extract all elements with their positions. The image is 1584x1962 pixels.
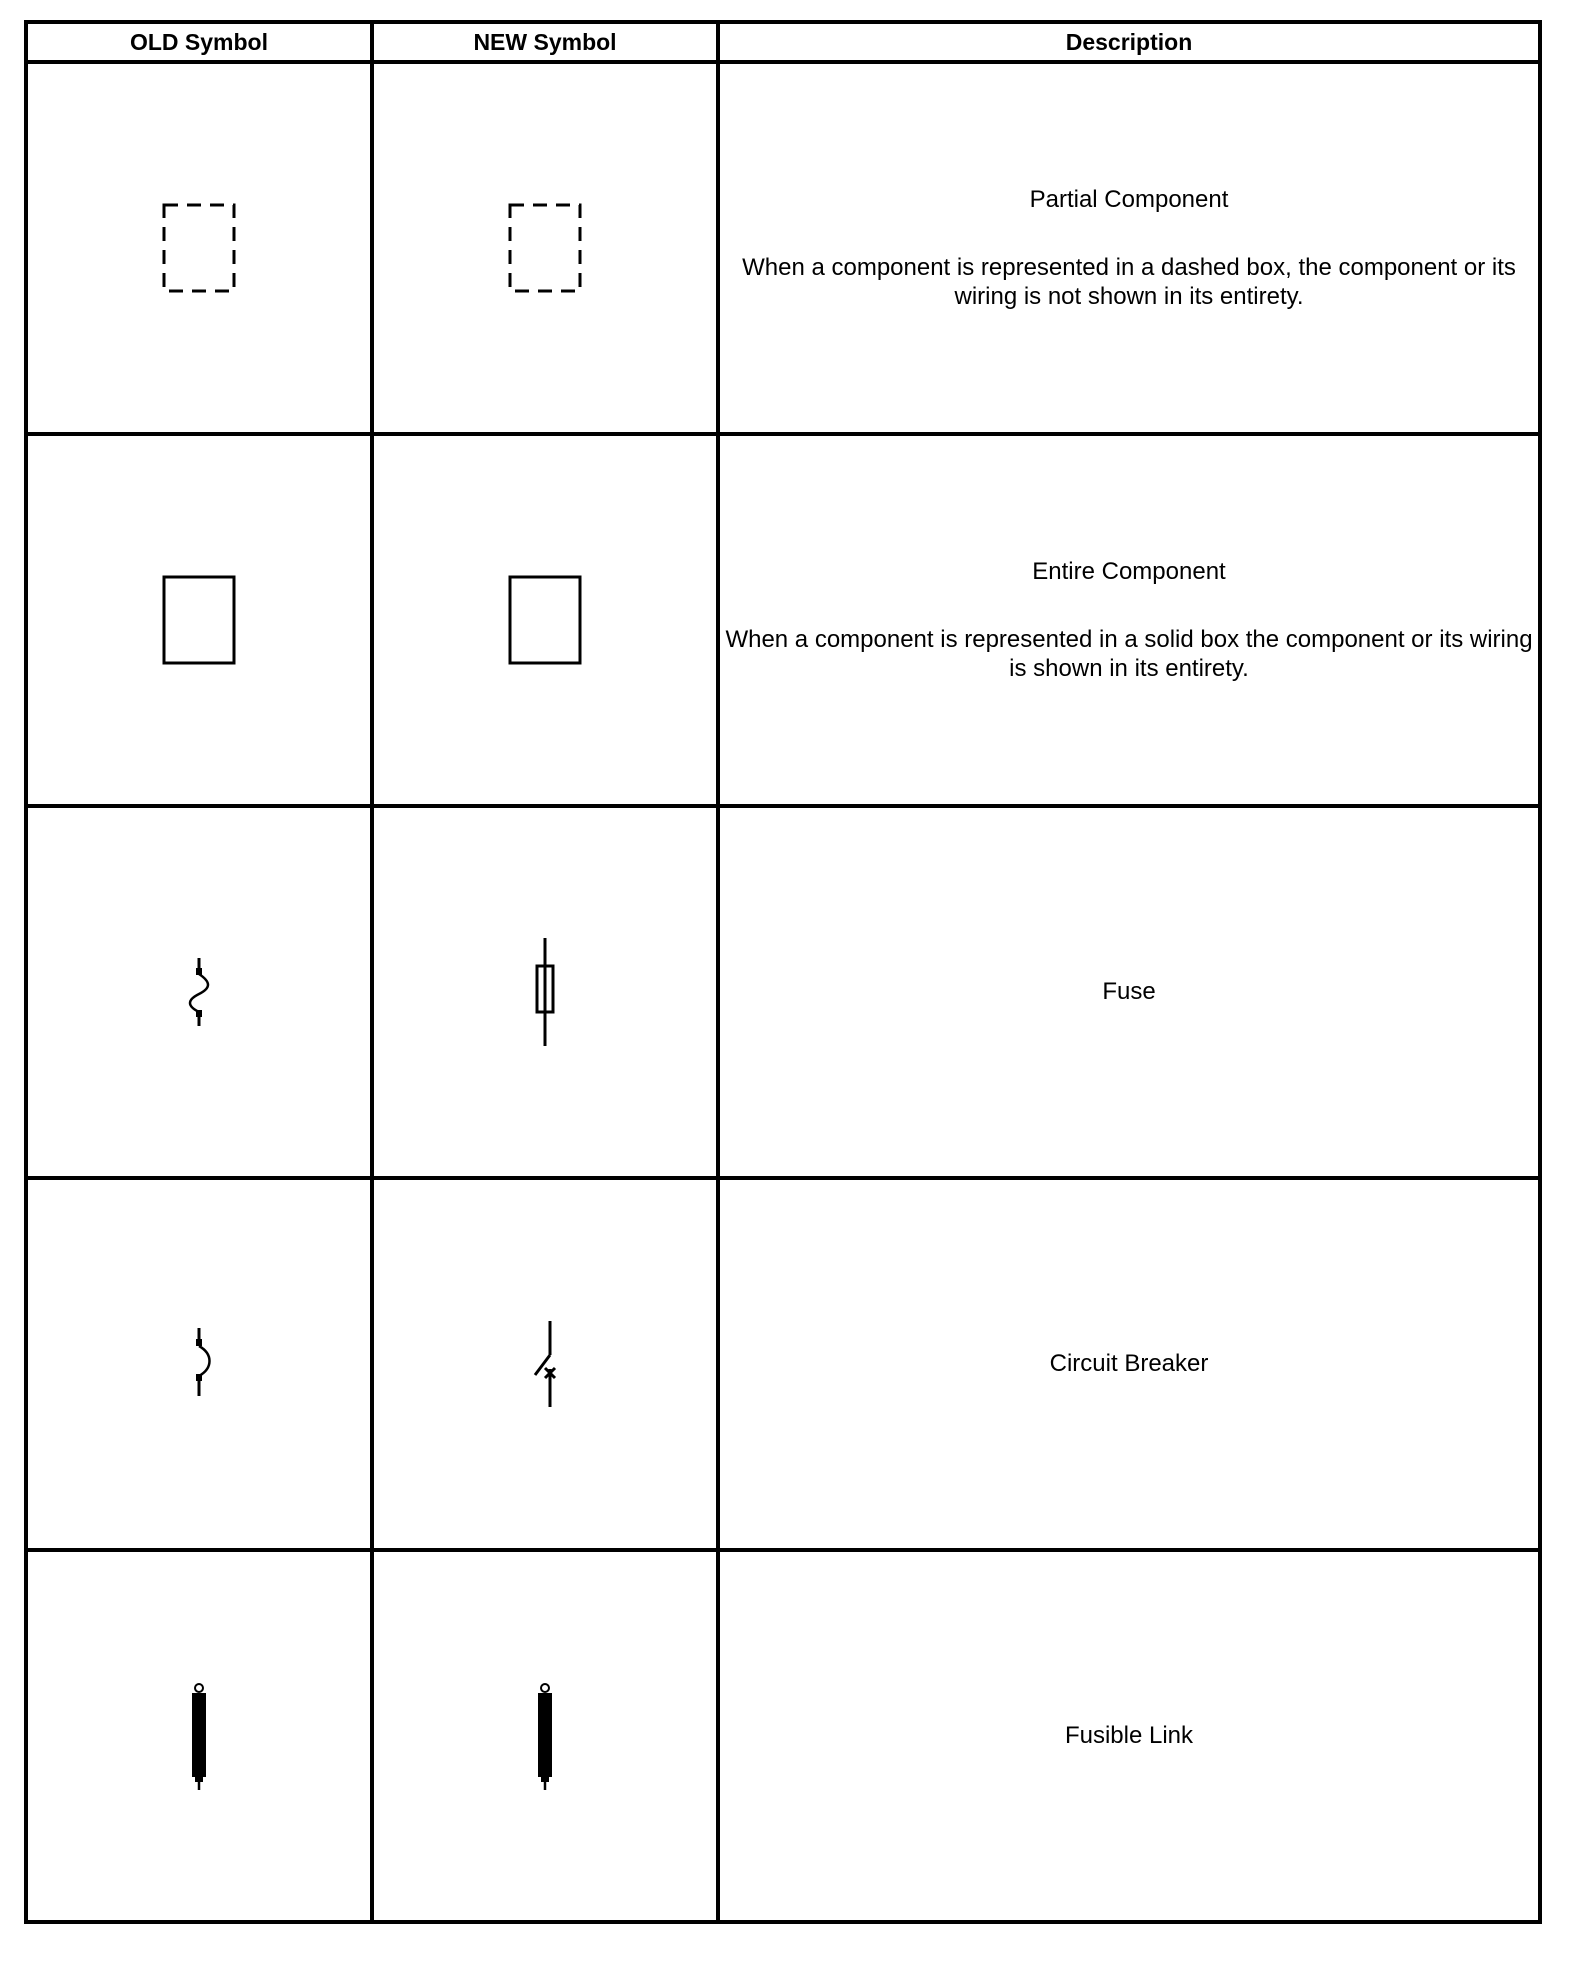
header-new-symbol: NEW Symbol bbox=[372, 22, 718, 62]
table-row bbox=[26, 62, 1540, 434]
description-title: Entire Component bbox=[1032, 558, 1226, 585]
header-description: Description bbox=[718, 22, 1540, 62]
description-body: When a component is represented in a dashed box, the component or its wiring is not shown in its entirety. bbox=[742, 254, 1516, 310]
new-symbol-cell bbox=[372, 1550, 718, 1922]
table-row bbox=[26, 1550, 1540, 1922]
description-cell bbox=[718, 62, 1540, 434]
new-symbol-cell bbox=[372, 806, 718, 1178]
symbol-legend-table bbox=[24, 20, 1542, 1924]
description-cell bbox=[718, 1550, 1540, 1922]
description-title: Fusible Link bbox=[1064, 1722, 1194, 1749]
old-symbol-cell bbox=[26, 434, 372, 806]
table-row bbox=[26, 806, 1540, 1178]
header-old-symbol: OLD Symbol bbox=[26, 22, 372, 62]
table-row bbox=[26, 434, 1540, 806]
fuse-new-icon bbox=[525, 936, 565, 1048]
solid-box-icon bbox=[159, 572, 239, 668]
description-cell bbox=[718, 1178, 1540, 1550]
description-cell bbox=[718, 806, 1540, 1178]
new-symbol-cell bbox=[372, 62, 718, 434]
circuit-breaker-new-icon bbox=[520, 1319, 570, 1409]
description-cell bbox=[718, 434, 1540, 806]
circuit-breaker-old-icon bbox=[179, 1324, 219, 1404]
fusible-link-new-icon bbox=[530, 1680, 560, 1792]
old-symbol-cell bbox=[26, 1178, 372, 1550]
description-body: When a component is represented in a solid box the component or its wiring is shown in its entirety. bbox=[725, 626, 1533, 682]
old-symbol-cell bbox=[26, 806, 372, 1178]
dashed-box-icon bbox=[159, 200, 239, 296]
dashed-box-icon bbox=[505, 200, 585, 296]
new-symbol-cell bbox=[372, 434, 718, 806]
solid-box-icon bbox=[505, 572, 585, 668]
description-title: Fuse bbox=[1102, 978, 1156, 1005]
old-symbol-cell bbox=[26, 1550, 372, 1922]
table-row bbox=[26, 1178, 1540, 1550]
description-title: Circuit Breaker bbox=[1049, 1350, 1209, 1377]
fusible-link-old-icon bbox=[184, 1680, 214, 1792]
old-symbol-cell bbox=[26, 62, 372, 434]
description-title: Partial Component bbox=[1029, 186, 1229, 213]
fuse-old-icon bbox=[179, 952, 219, 1032]
new-symbol-cell bbox=[372, 1178, 718, 1550]
header-row bbox=[26, 22, 1540, 62]
